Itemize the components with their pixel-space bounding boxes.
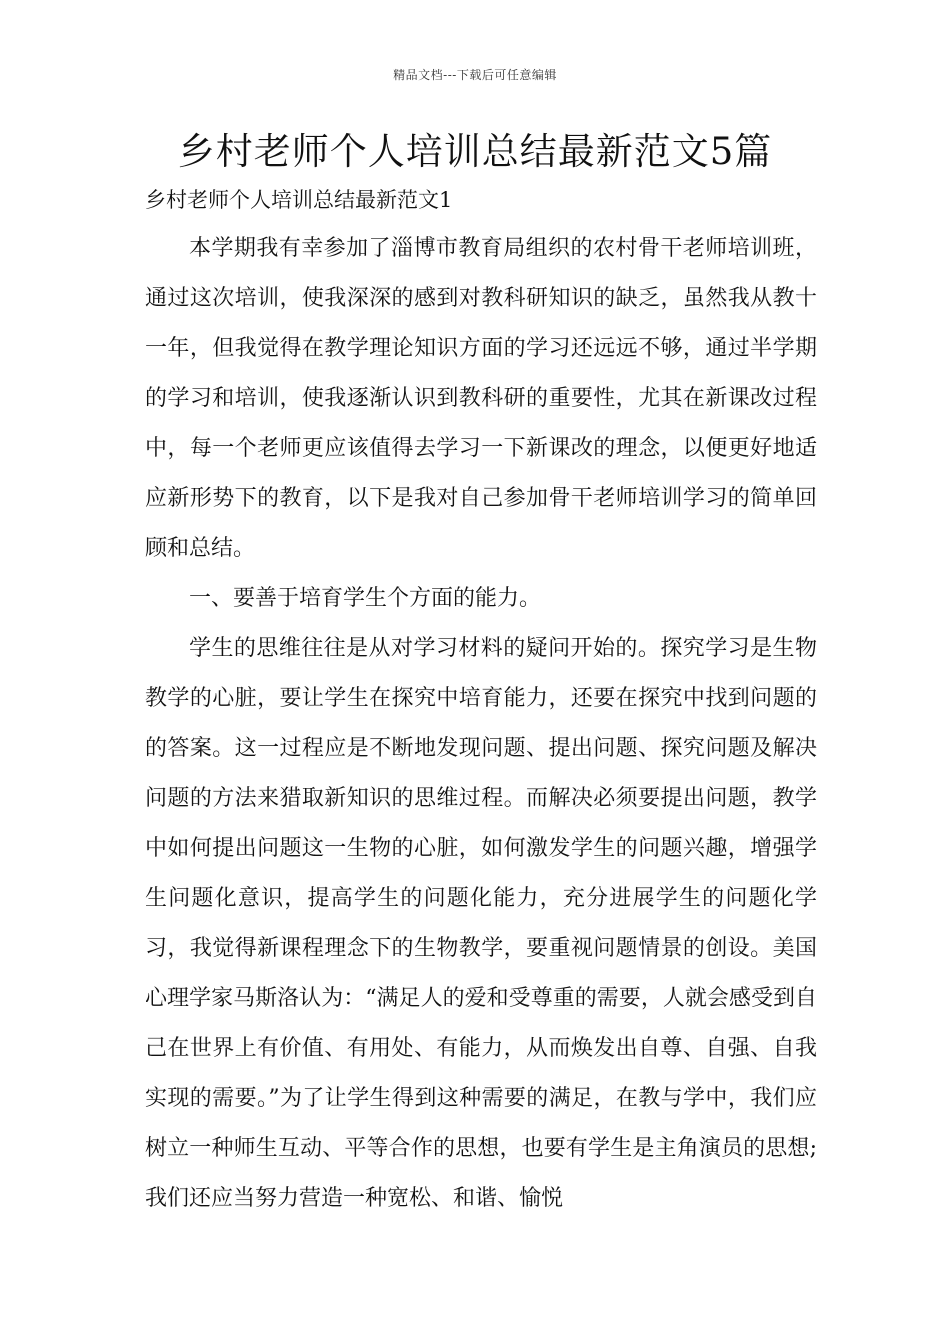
- paragraph-heading-1: 一、要善于培育学生个方面的能力。: [189, 586, 542, 611]
- paragraph-intro: 本学期我有幸参加了淄博市教育局组织的农村骨干老师培训班，通过这次培训，使我深深的感到对教科研知识的缺乏，虽然我从教十一年，但我觉得在教学理论知识方面的学习还远远不够，通过半学期的学习和培训，使我逐渐认识到教科研的重要性，尤其在新课改过程中，每一个老师更应该值得去学习一下新课改的理念，以便更好地适应新形势下的教育，以下是我对自己参加骨干老师培训学习的简单回顾和总结。: [145, 236, 817, 561]
- document-title: 乡村老师个人培训总结最新范文5篇: [177, 130, 773, 173]
- paragraph-body: 学生的思维往往是从对学习材料的疑问开始的。探究学习是生物教学的心脏，要让学生在探究中培育能力，还要在探究中找到问题的的答案。这一过程应是不断地发现问题、提出问题、探究问题及解决问题的方法来猎取新知识的思维过程。而解决必须要提出问题，教学中如何提出问题这一生物的心脏，如何激发学生的问题兴趣，增强学生问题化意识，提高学生的问题化能力，充分进展学生的问题化学习，我觉得新课程理念下的生物教学，要重视问题情景的创设。美国心理学家马斯洛认为：“满足人的爱和受尊重的需要，人就会感受到自己在世界上有价值、有用处、有能力，从而焕发出自尊、自强、自我实现的需要。”为了让学生得到这种需要的满足，在教与学中，我们应树立一种师生互动、平等合作的思想，也要有学生是主角演员的思想;我们还应当努力营造一种宽松、和谐、愉悦: [145, 636, 817, 1211]
- header-note: 精品文档---下载后可任意编辑: [393, 68, 557, 82]
- section-subtitle: 乡村老师个人培训总结最新范文1: [145, 188, 453, 212]
- document-body: [145, 182, 817, 1224]
